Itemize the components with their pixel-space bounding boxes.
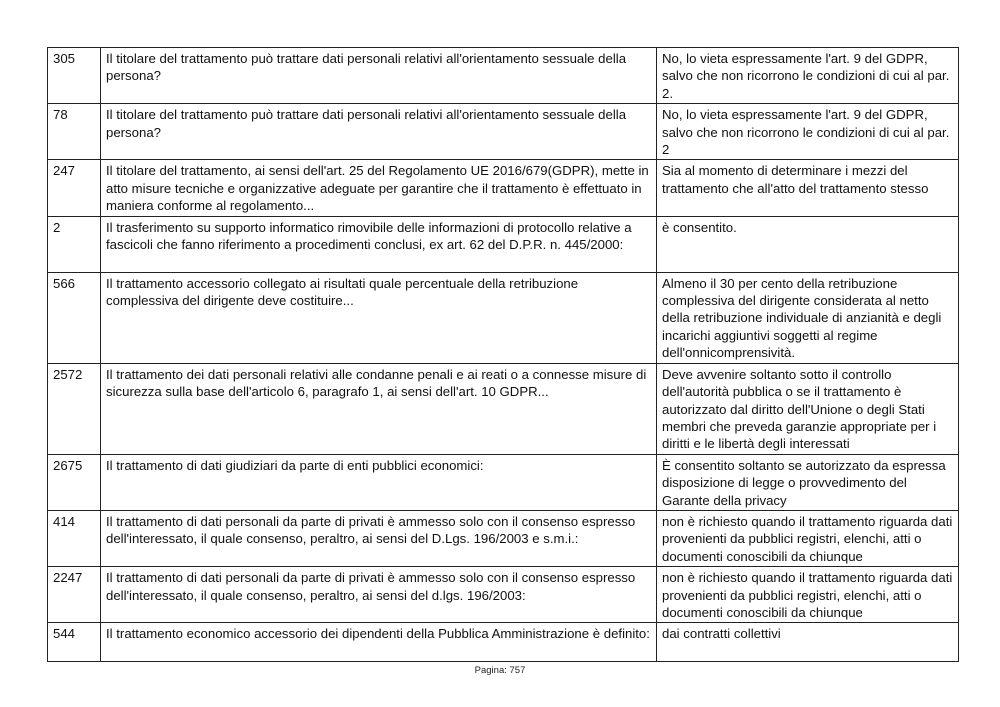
question-text: Il trattamento di dati personali da parte di privati è ammesso solo con il consenso espresso dell'interessato, il quale consenso, peraltro, ai sensi del d.lgs. 196/2003: — [101, 567, 657, 623]
table-row — [48, 272, 959, 363]
answer-text: Almeno il 30 per cento della retribuzione complessiva del dirigente considerata al netto della retribuzione individuale di anzianità e degli incarichi aggiuntivi soggetti al regime dell'onnicomprensività. — [657, 272, 959, 363]
question-text: Il trattamento accessorio collegato ai risultati quale percentuale della retribuzione complessiva del dirigente deve costituire... — [101, 272, 657, 363]
question-text: Il trattamento dei dati personali relativi alle condanne penali e ai reati o a connesse misure di sicurezza sulla base dell'articolo 6, paragrafo 1, ai sensi dell'art. 10 GDPR... — [101, 363, 657, 454]
table-row — [48, 567, 959, 623]
question-number: 2572 — [48, 363, 101, 454]
question-number: 566 — [48, 272, 101, 363]
answer-text: No, lo vieta espressamente l'art. 9 del GDPR, salvo che non ricorrono le condizioni di cui al par. 2 — [657, 104, 959, 160]
table-row — [48, 216, 959, 272]
table-row — [48, 160, 959, 216]
question-text: Il titolare del trattamento, ai sensi dell'art. 25 del Regolamento UE 2016/679(GDPR), mette in atto misure tecniche e organizzative adeguate per garantire che il trattamento è effettuato in maniera conforme al regolamento... — [101, 160, 657, 216]
table-row — [48, 454, 959, 510]
question-text: Il titolare del trattamento può trattare dati personali relativi all'orientamento sessuale della persona? — [101, 48, 657, 104]
answer-text: No, lo vieta espressamente l'art. 9 del GDPR, salvo che non ricorrono le condizioni di cui al par. 2. — [657, 48, 959, 104]
question-number: 78 — [48, 104, 101, 160]
answer-text: non è richiesto quando il trattamento riguarda dati provenienti da pubblici registri, elenchi, atti o documenti conoscibili da chiunque — [657, 510, 959, 566]
question-number: 2675 — [48, 454, 101, 510]
question-number: 247 — [48, 160, 101, 216]
page-number: Pagina: 757 — [474, 665, 526, 676]
question-text: Il trattamento economico accessorio dei dipendenti della Pubblica Amministrazione è definito: — [101, 623, 657, 662]
question-number: 2 — [48, 216, 101, 272]
answer-text: È consentito soltanto se autorizzato da espressa disposizione di legge o provvedimento del Garante della privacy — [657, 454, 959, 510]
answer-text: è consentito. — [657, 216, 959, 272]
question-text: Il titolare del trattamento può trattare dati personali relativi all'orientamento sessuale della persona? — [101, 104, 657, 160]
question-text: Il trasferimento su supporto informatico rimovibile delle informazioni di protocollo relative a fascicoli che fanno riferimento a procedimenti conclusi, ex art. 62 del D.P.R. n. 445/2000: — [101, 216, 657, 272]
table-row — [48, 510, 959, 566]
table-row — [48, 48, 959, 104]
question-number: 414 — [48, 510, 101, 566]
answer-text: non è richiesto quando il trattamento riguarda dati provenienti da pubblici registri, elenchi, atti o documenti conoscibili da chiunque — [657, 567, 959, 623]
answer-text: dai contratti collettivi — [657, 623, 959, 662]
qa-table — [47, 47, 959, 662]
answer-text: Deve avvenire soltanto sotto il controllo dell'autorità pubblica o se il trattamento è autorizzato dal diritto dell'Unione o degli Stati membri che preveda garanzie appropriate per i diritti e le libertà degli interessati — [657, 363, 959, 454]
answer-text: Sia al momento di determinare i mezzi del trattamento che all'atto del trattamento stesso — [657, 160, 959, 216]
table-row — [48, 363, 959, 454]
question-number: 544 — [48, 623, 101, 662]
question-text: Il trattamento di dati giudiziari da parte di enti pubblici economici: — [101, 454, 657, 510]
question-number: 305 — [48, 48, 101, 104]
question-text: Il trattamento di dati personali da parte di privati è ammesso solo con il consenso espresso dell'interessato, il quale consenso, peraltro, ai sensi del D.Lgs. 196/2003 e s.m.i.: — [101, 510, 657, 566]
table-row — [48, 623, 959, 662]
table-row — [48, 104, 959, 160]
question-number: 2247 — [48, 567, 101, 623]
